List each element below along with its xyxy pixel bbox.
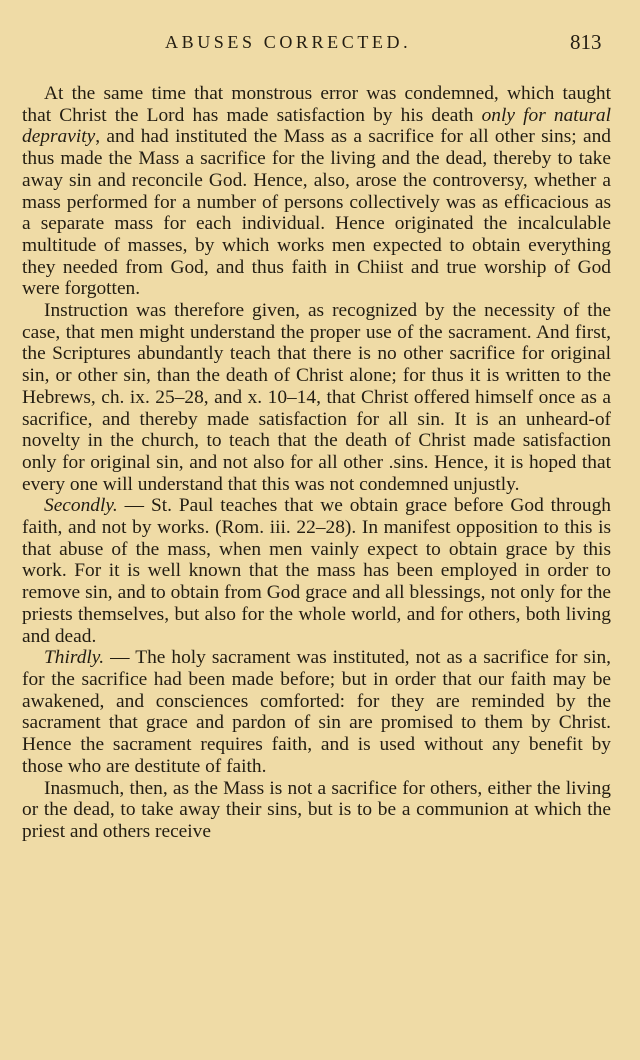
body-text: [22, 83, 611, 843]
paragraph-4-lead: Thirdly.: [44, 647, 105, 669]
paragraph-1-italic-phrase: only for natural depravity: [22, 104, 612, 148]
paragraph-4-text: — The holy sacrament was instituted, not as a sacrifice for sin, for the sacrifice had been made before; but in order that our faith may be awakened, and consciences comforted: for they are reminded by the sacrament that grace and pardon of sin are promised to them by Christ. Hence the sacrament requires faith, and is used without any benefit by those who are destitute of faith.: [22, 647, 611, 777]
paragraph-4: [22, 647, 611, 777]
page-number: 813: [570, 30, 602, 54]
paragraph-5-text: Inasmuch, then, as the Mass is not a sacrifice for others, either the living or the dead, to take away their sins, but is to be a communion at which the priest and others receive: [22, 777, 611, 842]
paragraph-1-text-a: At the same time that monstrous error was condemned, which taught that Christ the Lord has made satisfaction by his death: [22, 83, 611, 126]
running-title: ABUSES CORRECTED.: [165, 32, 412, 52]
paragraph-3-text: — St. Paul teaches that we obtain grace before God through faith, and not by works. (Rom. iii. 22–28). In manifest opposition to this is that abuse of the mass, when men vainly expect to obtain grace by this work. For it is well known that the mass has been employed in order to remove sin, and to obtain from God grace and all blessings, not only for the priests themselves, but also for the whole world, and for others, both living and dead.: [22, 495, 611, 647]
page-header: [0, 30, 640, 58]
paragraph-3-lead: Secondly.: [44, 495, 118, 517]
paragraph-2: [22, 300, 611, 495]
paragraph-1: [22, 83, 611, 300]
paragraph-1-text-b: , and had instituted the Mass as a sacrifice for all other sins; and thus made the Mass a sacrifice for the living and the dead, thereby to take away sin and reconcile God. Hence, also, arose the controversy, whether a mass performed for a number of persons collectively was as efficacious as a separate mass for each individual. Hence originated the incalculable multitude of masses, by which works men expected to obtain everything they needed from God, and thus faith in Chiist and true worship of God were forgotten.: [22, 126, 611, 300]
paragraph-2-text: Instruction was therefore given, as recognized by the necessity of the case, that men might understand the proper use of the sacrament. And first, the Scriptures abundantly teach that there is no other sacrifice for original sin, or other sin, than the death of Christ alone; for thus it is written to the Hebrews, ch. ix. 25–28, and x. 10–14, that Christ offered himself once as a sacrifice, and thereby made satisfaction for all sin. It is an unheard-of novelty in the church, to teach that the death of Christ made satisfaction only for original sin, and not also for all other .sins. Hence, it is hoped that every one will understand that this was not condemned unjustly.: [22, 300, 611, 495]
paragraph-3: [22, 495, 611, 647]
paragraph-5: [22, 778, 611, 843]
